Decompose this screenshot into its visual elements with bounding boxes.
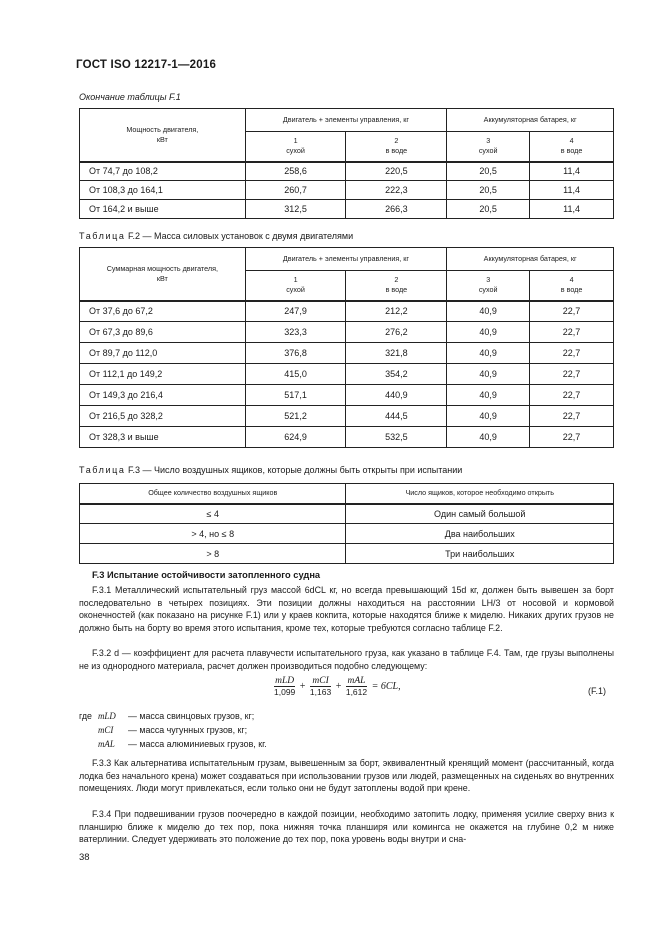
table-f2-caption: Таблица F.2 — Масса силовых установок с двумя двигателями — [79, 231, 354, 241]
formula-where: где — [79, 711, 92, 721]
table-f1-engine-header: Двигатель + элементы управления, кг — [245, 109, 447, 132]
table-row: От 328,3 и выше 624,9 532,5 40,9 22,7 — [80, 427, 614, 448]
paragraph-f3-3: F.3.3 Как альтернатива испытательным грузам, вывешенным за борт, эквивалентный кренящий момент (рассчитанный, когда лодка без начального крена) может создаваться при использовании грузов или людей, размещенных на сиденьях во внутренних помещениях. Люди могут привлекаться, если только они не будут затоплены водой при крене. — [79, 758, 614, 794]
table-f3-open-header: Число ящиков, которое необходимо открыть — [346, 484, 614, 504]
table-f3-total-header: Общее количество воздушных ящиков — [80, 484, 346, 504]
table-row: От 67,3 до 89,6 323,3 276,2 40,9 22,7 — [80, 322, 614, 343]
formula-label: (F.1) — [588, 686, 606, 696]
table-row: От 74,7 до 108,2 258,6 220,5 20,5 11,4 — [80, 162, 614, 181]
table-f1 — [79, 108, 614, 219]
section-heading: F.3 Испытание остойчивости затопленного судна — [92, 570, 321, 580]
paragraph-f3-4: F.3.4 При подвешивании грузов поочередно в каждой позиции, необходимо затопить лодку, применяя усилие сверху вниз к планширю ближе к миделю до тех пор, пока нижняя точка планширя или комингса не окажется на глубине 0,2 м ниже ватерлинии. Следует удерживать это положение до тех пор, пока уровень воды внутри и сна- — [79, 809, 614, 845]
table-row: ≤ 4 Один самый большой — [80, 504, 614, 524]
table-f1-sub-header: 3 сухой — [447, 132, 530, 162]
table-f1-caption: Окончание таблицы F.1 — [79, 92, 181, 102]
table-f2-battery-header: Аккумуляторная батарея, кг — [447, 248, 614, 271]
legend-item: mCI — масса чугунных грузов, кг; — [98, 725, 248, 735]
table-f1-sub-header: 4 в воде — [530, 132, 614, 162]
table-row: От 216,5 до 328,2 521,2 444,5 40,9 22,7 — [80, 406, 614, 427]
table-f2-sub-header: 4 в воде — [530, 271, 614, 301]
paragraph-f3-1: F.3.1 Металлический испытательный груз массой 6dCL кг, но всегда превышающий 15d кг, должен быть вывешен за борт последовательно в четырех позициях. Эти позиции должны находиться на расстоянии LH/3 от носовой и кормовой оконечностей (как показано на рисунке F.1) или у краев кокпита, которые находятся ближе к миделю. Никаких других грузов не должно быть на борту во время этого испытания, кроме тех, которые требуются согласно таблице F.2. — [79, 585, 614, 633]
table-row: От 164,2 и выше 312,5 266,3 20,5 11,4 — [80, 200, 614, 219]
legend-item: mLD — масса свинцовых грузов, кг; — [98, 711, 255, 721]
table-f1-battery-header: Аккумуляторная батарея, кг — [447, 109, 614, 132]
table-f3 — [79, 483, 614, 564]
formula-f1: $\frac{\text{mLD}}{1,099}$ + $\frac{\text{mCI}}{1,163}$ + $\frac{\text{mAL}}{1,612}$ = 6CL, — [274, 676, 401, 697]
table-f1-sub-header: 2 в воде — [346, 132, 447, 162]
table-row: > 8 Три наибольших — [80, 544, 614, 564]
paragraph-f3-2: F.3.2 d — коэффициент для расчета плавучести испытательного груза, как указано в таблице F.4. Там, где грузы выполнены не из однородного материала, расчет должен производиться подобно следующему: — [79, 648, 614, 671]
table-row: > 4, но ≤ 8 Два наибольших — [80, 524, 614, 544]
document-header: ГОСТ ISO 12217-1—2016 — [76, 59, 217, 71]
table-f2-sub-header: 3 сухой — [447, 271, 530, 301]
table-f3-caption: Таблица F.3 — Число воздушных ящиков, которые должны быть открыты при испытании — [79, 465, 463, 475]
table-f1-power-header: Мощность двигателя, кВт — [80, 109, 246, 162]
table-f2-sub-header: 2 в воде — [346, 271, 447, 301]
table-row: От 108,3 до 164,1 260,7 222,3 20,5 11,4 — [80, 181, 614, 200]
table-row: От 89,7 до 112,0 376,8 321,8 40,9 22,7 — [80, 343, 614, 364]
table-row: От 37,6 до 67,2 247,9 212,2 40,9 22,7 — [80, 301, 614, 322]
table-f2-sub-header: 1 сухой — [245, 271, 346, 301]
table-f2-power-header: Суммарная мощность двигателя, кВт — [80, 248, 246, 301]
page-number: 38 — [79, 852, 90, 863]
legend-item: mAL — масса алюминиевых грузов, кг. — [98, 739, 267, 749]
table-f2-engine-header: Двигатель + элементы управления, кг — [245, 248, 447, 271]
table-row: От 112,1 до 149,2 415,0 354,2 40,9 22,7 — [80, 364, 614, 385]
table-f2 — [79, 247, 614, 448]
table-row: От 149,3 до 216,4 517,1 440,9 40,9 22,7 — [80, 385, 614, 406]
table-f1-sub-header: 1 сухой — [245, 132, 346, 162]
